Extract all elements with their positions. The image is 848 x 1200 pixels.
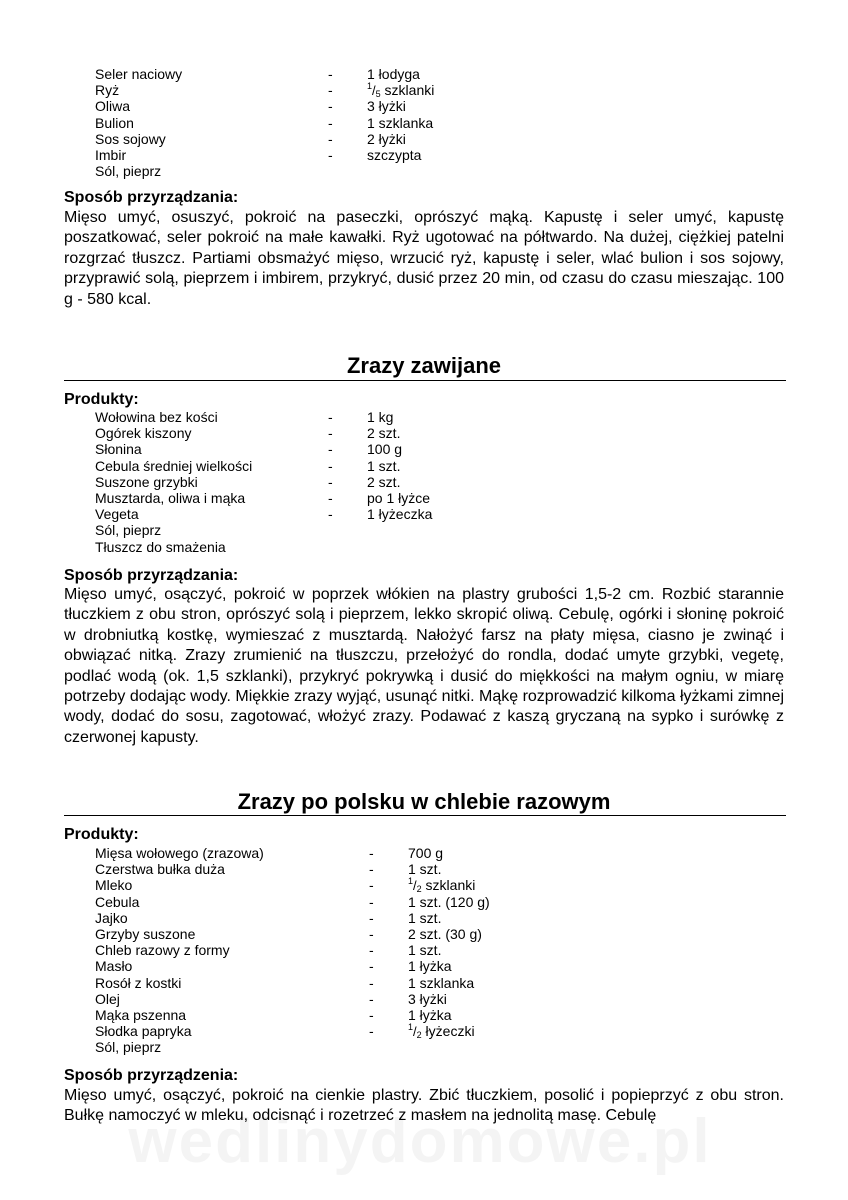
- ingredient-quantity-text: 1 łyżka: [408, 958, 452, 975]
- ingredient-row: [95, 910, 545, 926]
- ingredient-row: [95, 1023, 545, 1039]
- ingredient-quantity: [367, 66, 420, 82]
- ingredient-row: [95, 441, 495, 457]
- ingredient-row: [95, 409, 495, 425]
- ingredient-quantity: [408, 926, 482, 942]
- ingredient-row: [95, 66, 495, 82]
- ingredient-quantity-text: szklanki: [425, 877, 476, 894]
- ingredient-dash: -: [369, 877, 374, 894]
- ingredient-name: Sos sojowy: [95, 130, 166, 147]
- ingredient-name: Czerstwa bułka duża: [95, 861, 225, 878]
- ingredient-quantity-text: 2 szt. (30 g): [408, 925, 482, 942]
- ingredient-dash: -: [369, 974, 374, 991]
- method-text-2: Mięso umyć, osączyć, pokroić w poprzek włókien na plastry grubości 1,5-2 cm. Rozbić starannie tłuczkiem z obu stron, oprószyć solą i pieprzem, lekko skropić oliwą. Cebulę, ogórki i słoninę pokroić w drobniutką kostkę, wymieszać z musztardą. Nałożyć farsz na płaty mięsa, ciasno je zwinąć i obwiązać nitką. Zrazy zrumienić na tłuszczu, przełożyć do rondla, dodać umyte grzybki, vegetę, podlać wodą (ok. 1,5 szklanki), przykryć pokrywką i dusić do miękkości na małym ogniu, w miarę potrzeby dodając wody. Miękkie zrazy wyjąć, usunąć nitki. Mąkę rozprowadzić kilkoma łyżkami zimnej wody, dodać do sosu, zagotować, włożyć zrazy. Podawać z kaszą gryczaną na sypko i surówkę z czerwonej kapusty.: [64, 586, 784, 746]
- method-label-2: Sposób przyrządzania:: [64, 567, 239, 584]
- ingredient-name: Tłuszcz do smażenia: [95, 538, 226, 555]
- ingredient-name: Sól, pieprz: [95, 522, 162, 539]
- ingredient-row: [95, 131, 495, 147]
- ingredient-name: Masło: [95, 958, 133, 975]
- ingredient-quantity: [408, 877, 475, 894]
- ingredient-dash: -: [328, 66, 333, 82]
- ingredient-row: [95, 877, 545, 893]
- ingredient-quantity: [367, 82, 434, 99]
- ingredient-row: [95, 1007, 545, 1023]
- ingredient-quantity: [408, 1007, 452, 1023]
- ingredient-name: Jajko: [95, 909, 128, 926]
- ingredient-row: [95, 942, 545, 958]
- fraction-numerator: 1: [408, 1022, 414, 1033]
- ingredient-quantity: [367, 115, 433, 131]
- ingredient-row: [95, 861, 545, 877]
- ingredient-name: Oliwa: [95, 98, 131, 115]
- ingredient-name: Olej: [95, 990, 120, 1007]
- ingredient-dash: -: [369, 845, 374, 861]
- ingredient-quantity: [408, 958, 452, 974]
- ingredient-quantity-text: 1 szklanka: [367, 114, 434, 131]
- ingredient-row: [95, 975, 545, 991]
- ingredient-quantity: [367, 409, 393, 425]
- ingredient-quantity: [408, 991, 447, 1007]
- ingredient-quantity-text: 2 szt.: [367, 473, 401, 490]
- ingredient-row: [95, 991, 545, 1007]
- ingredient-list-2: [95, 409, 495, 555]
- ingredient-dash: -: [369, 958, 374, 975]
- ingredient-quantity-text: 700 g: [408, 845, 444, 861]
- ingredient-row: [95, 82, 495, 98]
- ingredient-dash: -: [328, 98, 333, 115]
- ingredient-quantity: [408, 910, 441, 926]
- ingredient-dash: -: [369, 942, 374, 959]
- ingredient-dash: -: [328, 130, 333, 147]
- ingredient-name: Słonina: [95, 441, 142, 458]
- ingredient-dash: -: [369, 1006, 374, 1023]
- fraction: $^1/_5$: [367, 81, 381, 100]
- ingredient-dash: -: [328, 409, 333, 425]
- recipe-title-zrazy-zawijane: Zrazy zawijane: [346, 353, 502, 378]
- ingredient-name: Słodka papryka: [95, 1023, 192, 1040]
- ingredient-name: Bulion: [95, 114, 134, 131]
- ingredient-dash: -: [328, 489, 333, 506]
- ingredient-quantity-text: 1 łyżka: [408, 1006, 452, 1023]
- ingredient-name: Mąka pszenna: [95, 1006, 187, 1023]
- ingredient-quantity: [367, 490, 430, 506]
- ingredient-dash: -: [369, 990, 374, 1007]
- ingredient-quantity: [408, 894, 490, 910]
- fraction-denominator: 2: [416, 1030, 422, 1041]
- ingredient-row: [95, 522, 495, 538]
- ingredient-quantity: [367, 506, 432, 522]
- ingredient-quantity: [367, 441, 402, 457]
- ingredient-quantity-text: po 1 łyżce: [367, 489, 431, 506]
- ingredient-quantity-text: 2 łyżki: [367, 130, 406, 147]
- ingredient-quantity-text: 3 łyżki: [367, 98, 406, 115]
- ingredient-dash: -: [328, 457, 333, 474]
- ingredient-name: Ogórek kiszony: [95, 425, 192, 442]
- ingredient-row: [95, 458, 495, 474]
- ingredient-dash: -: [369, 925, 374, 942]
- fraction: $^1/_2$: [408, 876, 422, 895]
- ingredient-name: Mleko: [95, 877, 133, 894]
- ingredient-quantity-text: 2 szt.: [367, 425, 401, 442]
- ingredient-name: Suszone grzybki: [95, 473, 198, 490]
- title-underline-2: [64, 380, 786, 381]
- ingredient-dash: -: [328, 473, 333, 490]
- ingredient-quantity-text: 1 szt.: [367, 457, 401, 474]
- method-label-3: Sposób przyrządzenia:: [64, 1067, 239, 1084]
- ingredient-quantity: [408, 975, 474, 991]
- recipe-title-zrazy-po-polsku: Zrazy po polsku w chlebie razowym: [237, 789, 611, 814]
- ingredient-quantity: [367, 98, 406, 114]
- fraction-numerator: 1: [408, 876, 414, 887]
- ingredient-row: [95, 845, 545, 861]
- ingredient-row: [95, 425, 495, 441]
- ingredient-quantity: [408, 1023, 475, 1040]
- ingredient-row: [95, 894, 545, 910]
- ingredient-list-1: [95, 66, 495, 179]
- ingredient-quantity-text: 3 łyżki: [408, 990, 447, 1007]
- ingredient-dash: -: [369, 909, 374, 926]
- ingredient-dash: -: [328, 441, 333, 458]
- ingredient-name: Sól, pieprz: [95, 163, 162, 180]
- method-text-3: Mięso umyć, osączyć, pokroić na cienkie plastry. Zbić tłuczkiem, posolić i popieprzyć z obu stron. Bułkę namoczyć w mleku, odcisnąć i rozetrzeć z masłem na jednolitą masę. Cebulę: [64, 1087, 784, 1125]
- ingredient-quantity-text: 1 kg: [367, 409, 394, 425]
- ingredient-name: Sól, pieprz: [95, 1039, 162, 1056]
- ingredient-quantity-text: szklanki: [384, 82, 435, 99]
- ingredient-dash: -: [369, 893, 374, 910]
- ingredient-dash: -: [328, 146, 333, 163]
- ingredient-quantity-text: 1 szt.: [408, 909, 442, 926]
- ingredient-name: Seler naciowy: [95, 66, 183, 82]
- ingredient-quantity: [408, 861, 441, 877]
- ingredient-row: [95, 163, 495, 179]
- ingredient-row: [95, 474, 495, 490]
- ingredient-quantity-text: 1 szt. (120 g): [408, 893, 490, 910]
- watermark: [110, 1106, 730, 1177]
- ingredient-row: [95, 98, 495, 114]
- ingredient-row: [95, 506, 495, 522]
- ingredient-dash: -: [328, 114, 333, 131]
- fraction-numerator: 1: [367, 81, 373, 92]
- ingredient-dash: -: [328, 82, 333, 99]
- ingredient-dash: -: [328, 425, 333, 442]
- ingredient-quantity-text: 1 łodyga: [367, 66, 420, 82]
- ingredient-row: [95, 926, 545, 942]
- ingredient-name: Wołowina bez kości: [95, 409, 218, 425]
- ingredient-quantity: [367, 474, 400, 490]
- fraction-denominator: 5: [375, 89, 381, 100]
- title-underline-3: [64, 815, 786, 816]
- ingredient-quantity: [408, 845, 443, 861]
- ingredient-row: [95, 1039, 545, 1055]
- ingredient-row: [95, 539, 495, 555]
- ingredient-name: Musztarda, oliwa i mąka: [95, 489, 246, 506]
- ingredient-name: Ryż: [95, 82, 120, 99]
- ingredient-quantity: [367, 131, 406, 147]
- ingredient-row: [95, 115, 495, 131]
- fraction-denominator: 2: [416, 884, 422, 895]
- ingredient-quantity: [367, 147, 421, 163]
- ingredient-quantity-text: szczypta: [367, 146, 422, 163]
- ingredient-row: [95, 958, 545, 974]
- ingredient-dash: -: [328, 506, 333, 523]
- fraction: $^1/_2$: [408, 1022, 422, 1041]
- ingredient-name: Mięsa wołowego (zrazowa): [95, 845, 264, 861]
- ingredient-row: [95, 490, 495, 506]
- ingredient-quantity: [408, 942, 441, 958]
- ingredient-name: Chleb razowy z formy: [95, 942, 230, 959]
- ingredient-quantity-text: łyżeczki: [425, 1023, 475, 1040]
- products-label-2: Produkty:: [64, 391, 139, 408]
- ingredient-name: Vegeta: [95, 506, 139, 523]
- ingredient-name: Grzyby suszone: [95, 925, 196, 942]
- ingredient-quantity-text: 1 szklanka: [408, 974, 475, 991]
- ingredient-name: Imbir: [95, 146, 127, 163]
- method-text-1: Mięso umyć, osuszyć, pokroić na paseczki, oprószyć mąką. Kapustę i seler umyć, kapustę poszatkować, seler pokroić na małe kawałki. Ryż ugotować na półtwardo. Na dużej, ciężkiej patelni rozgrzać tłuszcz. Partiami obsmażyć mięso, wrzucić ryż, kapustę i seler, wlać bulion i sos sojowy, przyprawić solą, pieprzem i imbirem, przykryć, dusić przez 20 min, od czasu do czasu mieszając. 100 g - 580 kcal.: [64, 209, 784, 308]
- ingredient-list-3: [95, 845, 545, 1055]
- ingredient-dash: -: [369, 1023, 374, 1040]
- ingredient-quantity: [367, 458, 400, 474]
- ingredient-quantity-text: 100 g: [367, 441, 403, 458]
- ingredient-quantity: [367, 425, 400, 441]
- ingredient-quantity-text: 1 łyżeczka: [367, 506, 433, 523]
- ingredient-name: Cebula: [95, 893, 140, 910]
- ingredient-quantity-text: 1 szt.: [408, 861, 442, 878]
- ingredient-name: Cebula średniej wielkości: [95, 457, 253, 474]
- ingredient-name: Rosół z kostki: [95, 974, 182, 991]
- ingredient-quantity-text: 1 szt.: [408, 942, 442, 959]
- ingredient-dash: -: [369, 861, 374, 878]
- ingredient-row: [95, 147, 495, 163]
- method-label-1: Sposób przyrządzania:: [64, 189, 239, 206]
- products-label-3: Produkty:: [64, 826, 139, 843]
